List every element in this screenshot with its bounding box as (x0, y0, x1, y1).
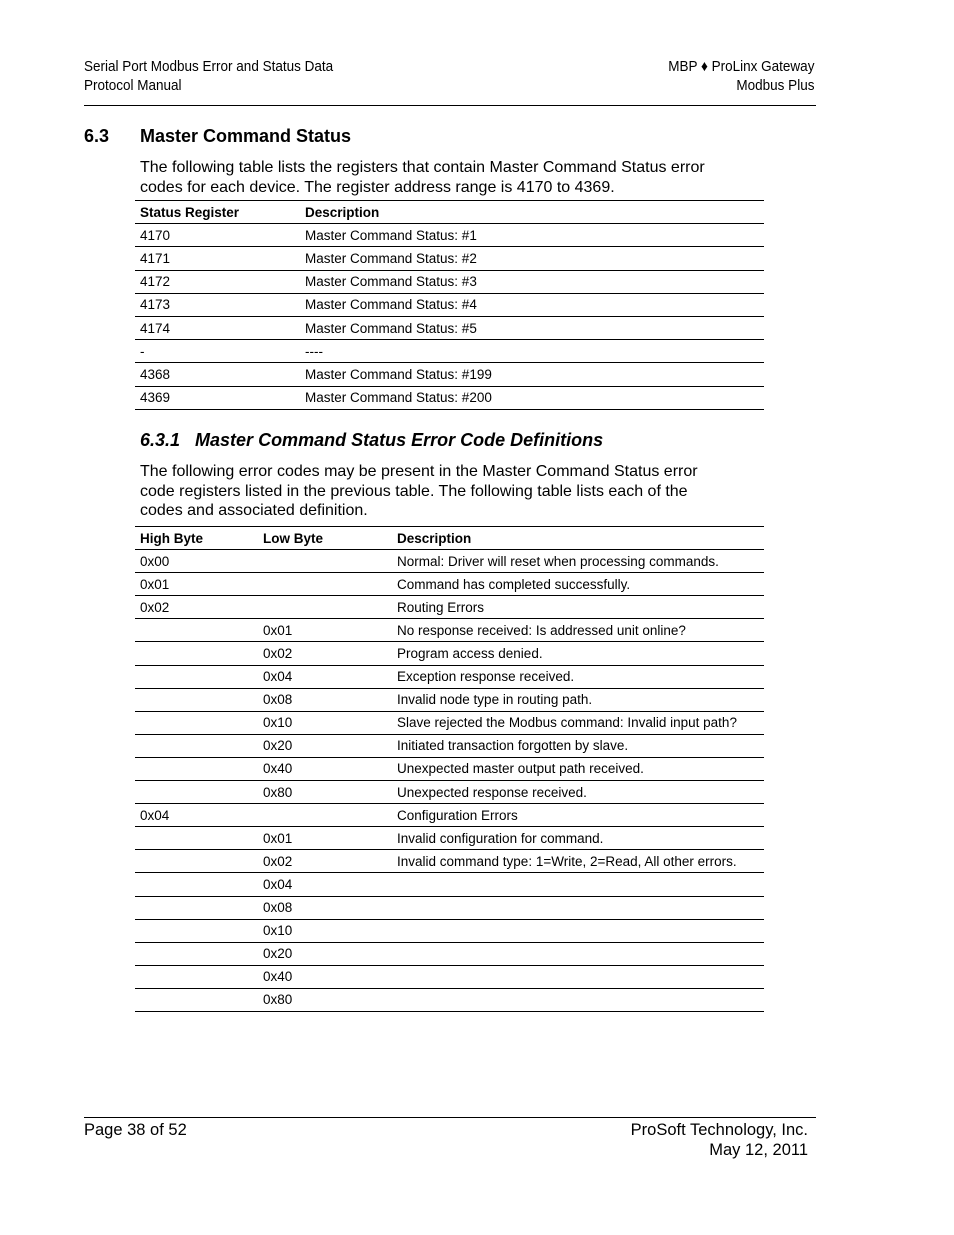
page-number: Page 38 of 52 (84, 1121, 187, 1139)
table-row (135, 804, 764, 827)
table-cell (258, 804, 392, 827)
table-cell: Master Command Status: #3 (300, 270, 764, 293)
column-header: Status Register (135, 201, 300, 224)
table-cell: 0x08 (258, 896, 392, 919)
section-intro (140, 158, 780, 197)
table-row (135, 665, 764, 688)
table-cell: 0x02 (135, 596, 258, 619)
section-intro-line: codes for each device. The register address range is 4170 to 4369. (140, 178, 615, 196)
subsection-intro (140, 462, 780, 521)
table-cell: 4172 (135, 270, 300, 293)
table-row (135, 988, 764, 1011)
header-rule (84, 105, 816, 106)
section-intro-line: The following table lists the registers that contain Master Command Status error (140, 159, 705, 176)
table-cell: 4173 (135, 293, 300, 316)
column-header: Low Byte (258, 527, 392, 550)
table-cell: 0x01 (258, 827, 392, 850)
table-cell: Unexpected master output path received. (392, 757, 764, 780)
subsection-intro-line: code registers listed in the previous table. The following table lists each of the (140, 482, 688, 500)
status-register-table (135, 200, 764, 410)
subsection-intro-line: codes and associated definition. (140, 502, 368, 519)
table-cell: Invalid node type in routing path. (392, 688, 764, 711)
table-cell (135, 965, 258, 988)
subsection-intro-line: The following error codes may be present in the Master Command Status error (140, 463, 698, 480)
table-cell (135, 619, 258, 642)
table-cell: Slave rejected the Modbus command: Invalid input path? (392, 711, 764, 734)
table-cell (392, 988, 764, 1011)
table-row (135, 270, 764, 293)
table-cell (392, 873, 764, 896)
table-row (135, 596, 764, 619)
table-cell (135, 781, 258, 804)
table-cell (135, 827, 258, 850)
table-cell: 0x10 (258, 711, 392, 734)
error-code-table (135, 526, 764, 1012)
table-cell: Invalid command type: 1=Write, 2=Read, All other errors. (392, 850, 764, 873)
table-cell (392, 965, 764, 988)
table-cell: Master Command Status: #4 (300, 293, 764, 316)
table-row (135, 757, 764, 780)
subsection-title: 6.3.1 Master Command Status Error Code Definitions (140, 430, 604, 450)
header-product: MBP ♦ ProLinx Gateway (667, 58, 814, 75)
table-row (135, 619, 764, 642)
table-cell: 4171 (135, 247, 300, 270)
table-row (135, 688, 764, 711)
table-cell: Configuration Errors (392, 804, 764, 827)
table-cell (135, 665, 258, 688)
header-doc-subtitle: Protocol Manual (84, 77, 182, 94)
table-cell (392, 896, 764, 919)
table-row (135, 850, 764, 873)
table-row (135, 363, 764, 386)
section-title: Master Command Status (140, 126, 352, 146)
table-cell: 0x04 (258, 665, 392, 688)
table-cell: 0x01 (135, 573, 258, 596)
header-right (668, 57, 814, 95)
table-header-row (135, 201, 764, 224)
table-row (135, 942, 764, 965)
table-row (135, 827, 764, 850)
table-row (135, 965, 764, 988)
table-cell (135, 711, 258, 734)
header-protocol: Modbus Plus (735, 77, 814, 94)
column-header: Description (300, 201, 764, 224)
table-cell: 0x08 (258, 688, 392, 711)
table-cell: Program access denied. (392, 642, 764, 665)
table-cell (135, 757, 258, 780)
table-cell (258, 596, 392, 619)
table-cell (135, 688, 258, 711)
table-cell: 0x04 (258, 873, 392, 896)
footer-right (631, 1120, 808, 1160)
table-cell: 0x80 (258, 988, 392, 1011)
table-row (135, 781, 764, 804)
table-cell: 0x80 (258, 781, 392, 804)
table-cell (135, 919, 258, 942)
header-doc-title: Serial Port Modbus Error and Status Data (84, 58, 334, 75)
table-cell (392, 919, 764, 942)
table-cell (258, 550, 392, 573)
table-cell: ---- (300, 340, 764, 363)
table-row (135, 293, 764, 316)
table-cell (135, 988, 258, 1011)
table-cell: Normal: Driver will reset when processing commands. (392, 550, 764, 573)
table-cell: Master Command Status: #200 (300, 386, 764, 409)
table-row (135, 896, 764, 919)
table-cell (392, 942, 764, 965)
table-cell: - (135, 340, 300, 363)
table-row (135, 386, 764, 409)
table-cell (258, 573, 392, 596)
table-cell: 4174 (135, 316, 300, 339)
company-name: ProSoft Technology, Inc. (630, 1121, 808, 1139)
table-cell: 0x40 (258, 965, 392, 988)
table-row (135, 734, 764, 757)
table-cell (135, 850, 258, 873)
table-cell: 0x02 (258, 642, 392, 665)
publish-date: May 12, 2011 (709, 1141, 808, 1159)
table-row (135, 573, 764, 596)
footer-rule (84, 1117, 816, 1118)
table-cell: 0x20 (258, 734, 392, 757)
table-cell: Routing Errors (392, 596, 764, 619)
table-cell: Master Command Status: #1 (300, 224, 764, 247)
table-cell: Master Command Status: #199 (300, 363, 764, 386)
table-cell: 4368 (135, 363, 300, 386)
table-cell: 0x40 (258, 757, 392, 780)
table-row (135, 340, 764, 363)
table-cell: 0x00 (135, 550, 258, 573)
column-header: Description (392, 527, 764, 550)
table-row (135, 873, 764, 896)
table-row (135, 642, 764, 665)
table-row (135, 316, 764, 339)
table-row (135, 247, 764, 270)
table-cell (135, 896, 258, 919)
section-number: 6.3 (84, 126, 110, 146)
table-row (135, 550, 764, 573)
table-cell: 0x20 (258, 942, 392, 965)
table-cell: 0x02 (258, 850, 392, 873)
table-cell: Unexpected response received. (392, 781, 764, 804)
table-row (135, 224, 764, 247)
table-cell: Invalid configuration for command. (392, 827, 764, 850)
table-cell: 4369 (135, 386, 300, 409)
table-cell: Command has completed successfully. (392, 573, 764, 596)
table-cell: 0x01 (258, 619, 392, 642)
table-cell (135, 942, 258, 965)
column-header: High Byte (135, 527, 258, 550)
table-cell: Master Command Status: #2 (300, 247, 764, 270)
table-row (135, 919, 764, 942)
table-cell (135, 642, 258, 665)
table-cell (135, 873, 258, 896)
table-cell (135, 734, 258, 757)
table-cell: 0x10 (258, 919, 392, 942)
table-cell: 0x04 (135, 804, 258, 827)
table-cell: Exception response received. (392, 665, 764, 688)
table-row (135, 711, 764, 734)
table-cell: 4170 (135, 224, 300, 247)
table-cell: Initiated transaction forgotten by slave. (392, 734, 764, 757)
table-header-row (135, 527, 764, 550)
table-cell: Master Command Status: #5 (300, 316, 764, 339)
table-cell: No response received: Is addressed unit online? (392, 619, 764, 642)
header-left (84, 57, 333, 95)
